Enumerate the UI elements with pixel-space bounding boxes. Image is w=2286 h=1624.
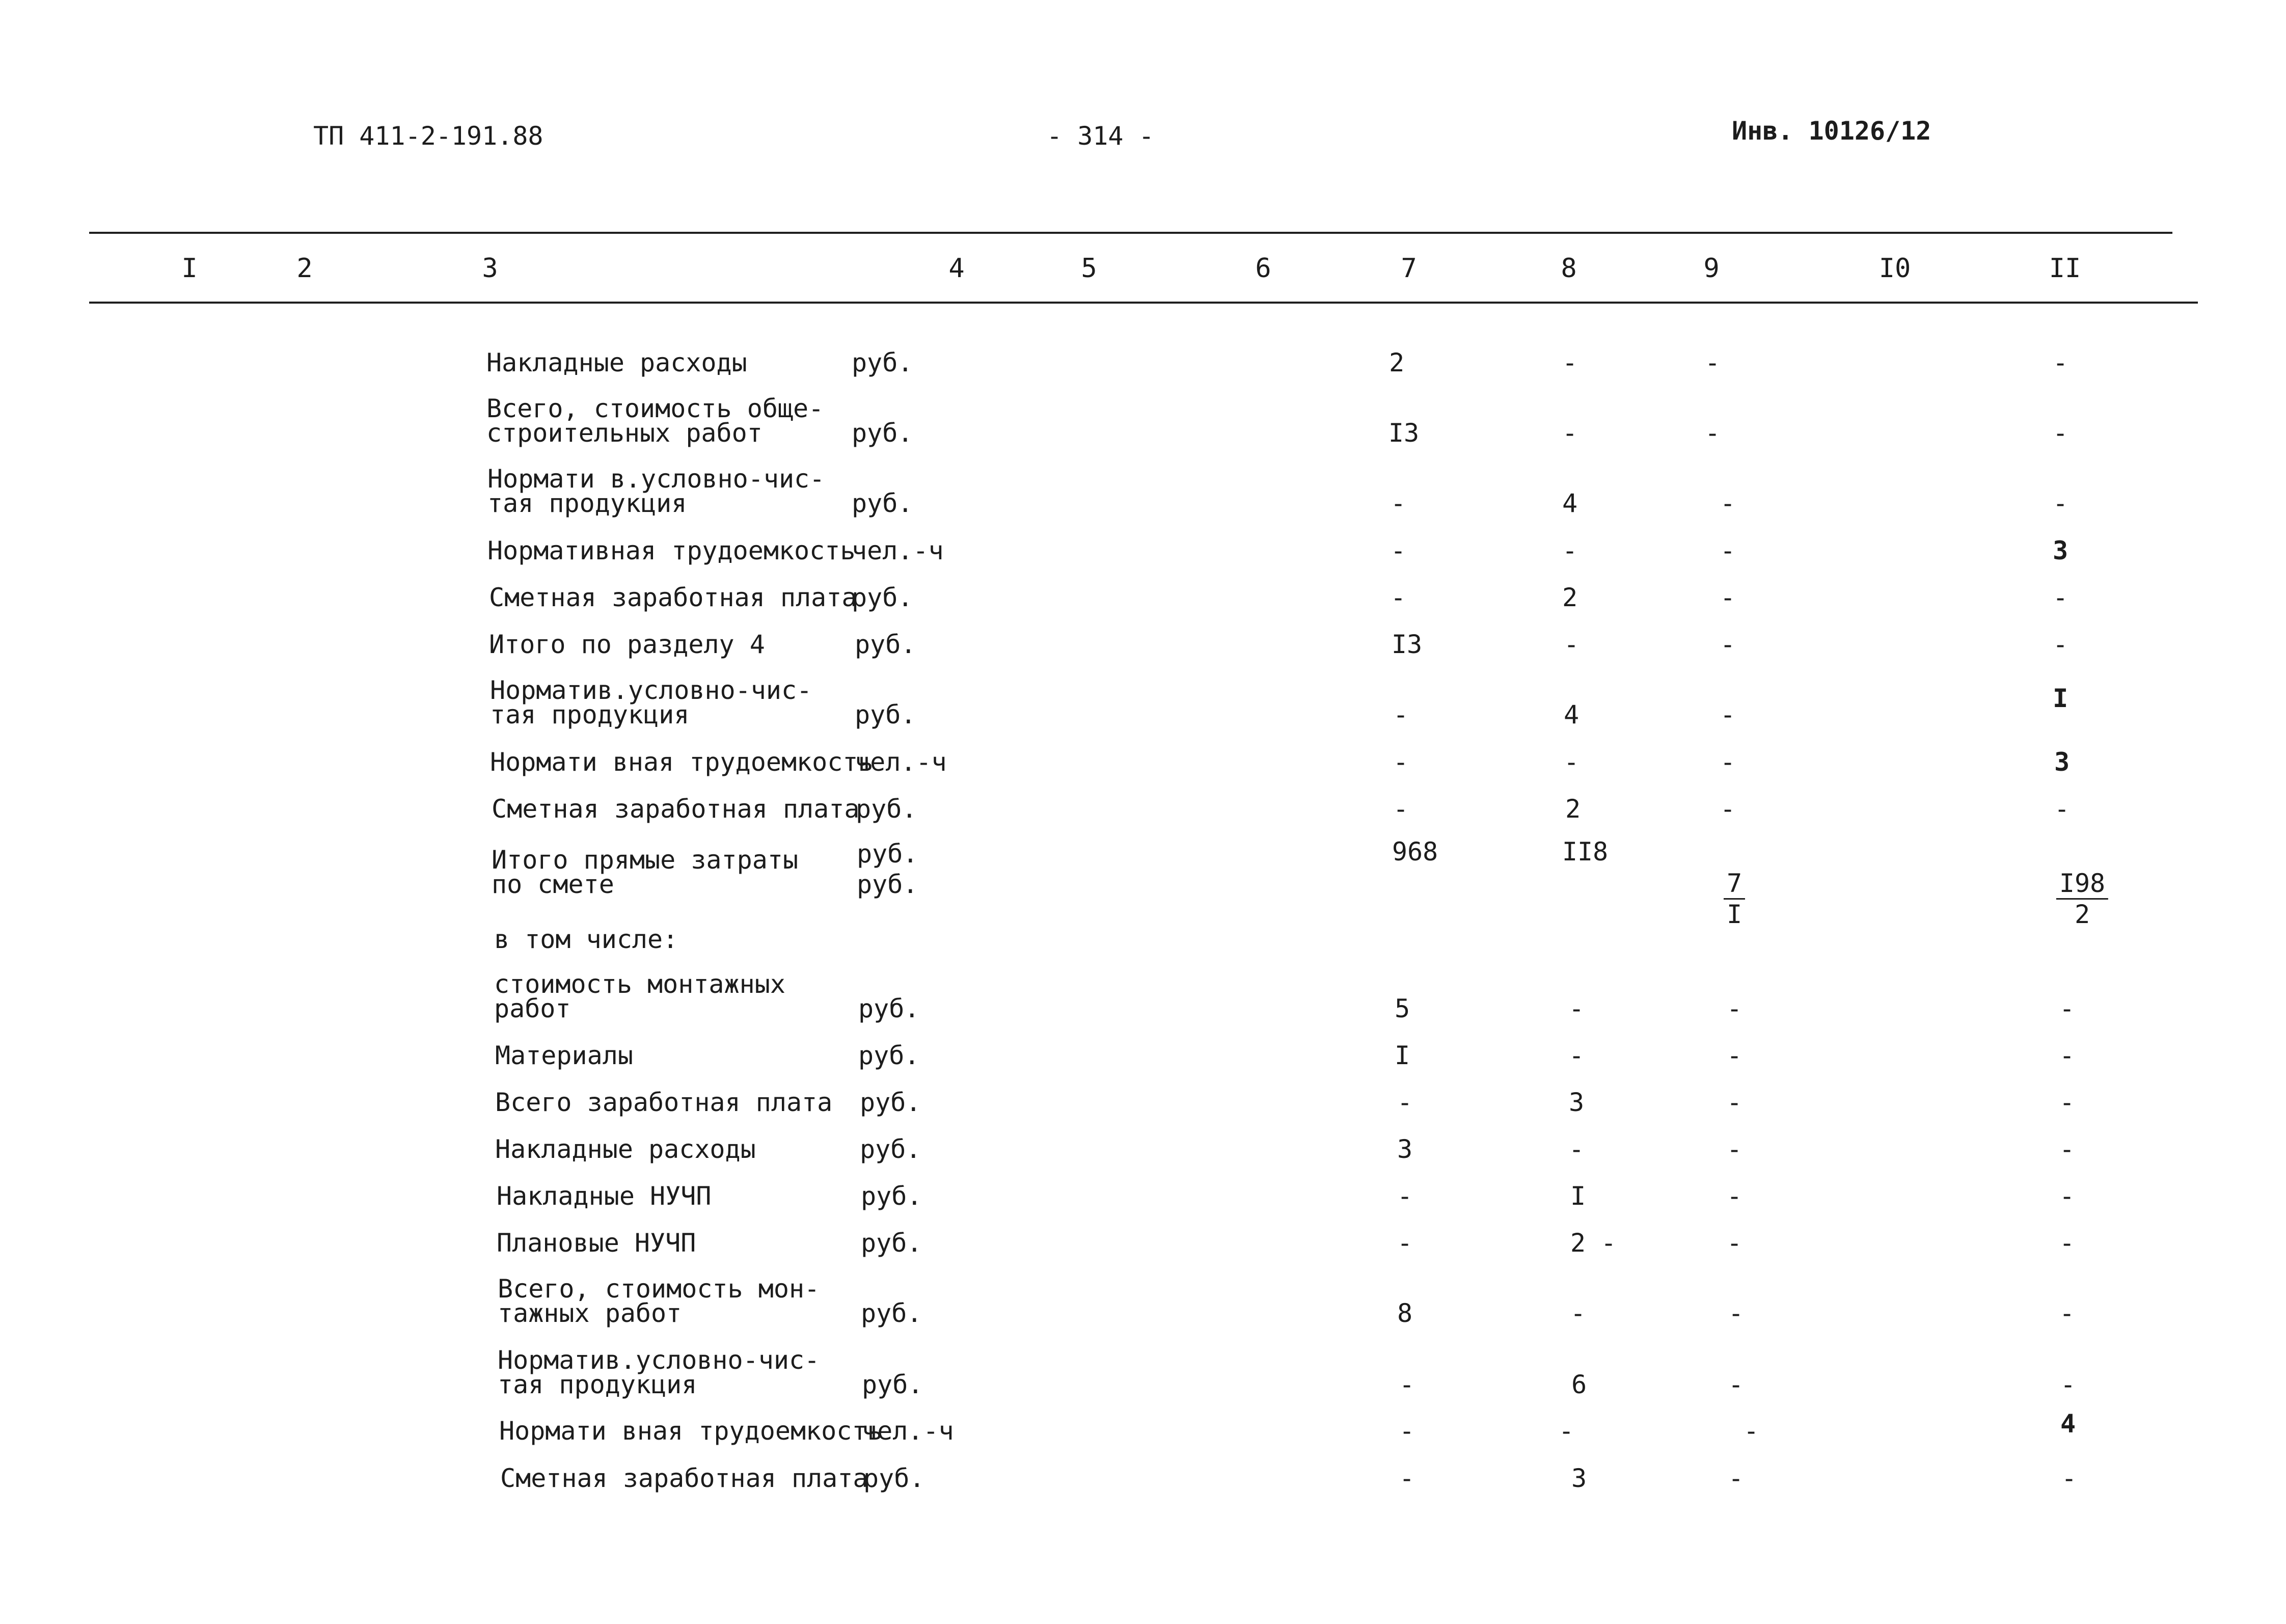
row-label: Норматив.условно-чис- тая продукция xyxy=(498,1345,820,1399)
row-unit: чел.-ч xyxy=(855,747,947,777)
fraction-numerator: 7 xyxy=(1724,869,1745,900)
row-value-col7: I xyxy=(1394,1041,1410,1070)
row-unit: руб. xyxy=(852,348,913,377)
col-6-number: 6 xyxy=(1255,253,1271,284)
row-value-col7: - xyxy=(1397,1181,1413,1211)
row-value-col8: - xyxy=(1562,418,1578,448)
row-value-col9: - xyxy=(1726,994,1743,1023)
col-9-number: 9 xyxy=(1703,253,1720,284)
row-value-col7: I3 xyxy=(1388,418,1420,448)
inventory-number: Инв. 10126/12 xyxy=(1732,116,1931,146)
row-value-col11: - xyxy=(2059,1298,2075,1328)
col-4-number: 4 xyxy=(948,253,965,284)
table-top-rule xyxy=(89,232,2172,234)
row-value-col8: - xyxy=(1558,1416,1574,1446)
row-value-col11: - xyxy=(2061,1464,2077,1493)
row-value-col7: - xyxy=(1390,536,1406,565)
row-value-col11: - xyxy=(2059,994,2075,1023)
row-value-col11: - xyxy=(2059,1228,2075,1258)
row-value-col11: - xyxy=(2060,1370,2076,1399)
row-label: Всего, стоимость обще- строительных работ xyxy=(486,394,824,448)
row-value-col7: - xyxy=(1399,1416,1415,1446)
row-value-col11: - xyxy=(2059,1134,2075,1164)
row-value-col7: - xyxy=(1393,794,1409,824)
row-value-col11: - xyxy=(2052,348,2069,377)
row-value-col9: - xyxy=(1704,348,1721,377)
row-label: стоимость монтажных работ xyxy=(494,969,785,1023)
row-label: Всего заработная плата xyxy=(495,1088,833,1117)
row-unit: руб. xyxy=(855,700,916,729)
row-value-col8: 6 xyxy=(1571,1370,1587,1399)
row-label: Итого по разделу 4 xyxy=(489,630,765,659)
row-label: Нормативная трудоемкость xyxy=(487,536,856,565)
row-value-col8: 3 xyxy=(1568,1088,1585,1117)
col-7-number: 7 xyxy=(1401,253,1417,284)
row-unit: руб. xyxy=(852,418,913,448)
row-value-col7: - xyxy=(1399,1370,1415,1399)
row-label: Нормати вная трудоемкость xyxy=(499,1416,883,1446)
row-value-col11: 3 xyxy=(2054,747,2070,777)
row-unit: чел.-ч xyxy=(852,536,944,565)
row-value-col11: - xyxy=(2054,794,2070,824)
row-unit: руб. xyxy=(863,1464,925,1493)
row-label: Итого прямые затраты по смете xyxy=(492,845,799,899)
row-value-col8: - xyxy=(1562,348,1578,377)
row-value-col8: - xyxy=(1563,630,1580,659)
fraction-numerator: I98 xyxy=(2056,869,2108,900)
row-unit: чел.-ч xyxy=(862,1416,954,1446)
row-value-col7: - xyxy=(1390,489,1406,518)
row-value-col8: 4 xyxy=(1563,700,1580,729)
row-value-col11: - xyxy=(2052,489,2069,518)
row-unit: руб. xyxy=(855,630,916,659)
row-value-col11: I xyxy=(2052,684,2069,713)
row-value-col8: 4 xyxy=(1562,489,1578,518)
row-label: в том числе: xyxy=(494,925,678,954)
row-label: Норматив.условно-чис- тая продукция xyxy=(490,675,812,729)
row-label: Плановые НУЧП xyxy=(497,1228,696,1258)
row-value-col11: - xyxy=(2059,1041,2075,1070)
row-label: Накладные расходы xyxy=(495,1134,756,1164)
row-value-col9: - xyxy=(1704,418,1721,448)
row-value-col11: - xyxy=(2059,1088,2075,1117)
row-value-col9: - xyxy=(1720,747,1736,777)
row-label: Всего, стоимость мон- тажных работ xyxy=(498,1274,820,1328)
doc-code: ТП 411-2-191.88 xyxy=(313,121,543,151)
row-value-col11: 3 xyxy=(2052,536,2069,565)
row-value-col9: - xyxy=(1728,1370,1744,1399)
row-label: Сметная заработная плата xyxy=(500,1464,868,1493)
row-value-col9: - xyxy=(1720,630,1736,659)
row-value-col7: I3 xyxy=(1391,630,1423,659)
row-value-col7: - xyxy=(1393,700,1409,729)
row-value-col9: - xyxy=(1720,700,1736,729)
row-unit: руб. xyxy=(852,583,913,612)
row-unit-secondary: руб. xyxy=(857,870,918,899)
row-unit: руб. xyxy=(852,489,913,518)
row-value-col8: - xyxy=(1563,747,1580,777)
col-10-number: I0 xyxy=(1879,253,1911,284)
row-unit: руб. xyxy=(861,1181,922,1211)
row-label: Сметная заработная плата xyxy=(492,794,860,824)
col-8-number: 8 xyxy=(1561,253,1577,284)
row-value-col9: - xyxy=(1728,1464,1744,1493)
row-value-col8: 2 xyxy=(1562,583,1578,612)
row-value-col7: - xyxy=(1397,1228,1413,1258)
row-unit: руб. xyxy=(856,794,917,824)
fraction-denominator: 2 xyxy=(2074,900,2090,929)
row-unit: руб. xyxy=(861,1228,922,1258)
row-value-col8: II8 xyxy=(1562,837,1609,867)
row-value-col7: 968 xyxy=(1392,837,1438,867)
row-value-col11: - xyxy=(2059,1181,2075,1211)
row-value-col7: - xyxy=(1393,747,1409,777)
row-unit: руб. xyxy=(860,1088,921,1117)
row-unit: руб. xyxy=(858,994,920,1023)
row-value-col9: - xyxy=(1726,1134,1743,1164)
row-unit: руб. xyxy=(857,839,918,869)
row-unit: руб. xyxy=(858,1041,920,1070)
row-value-col9: - xyxy=(1720,489,1736,518)
row-label: Сметная заработная плата xyxy=(489,583,857,612)
row-value-col8: - xyxy=(1570,1298,1586,1328)
row-label: Материалы xyxy=(495,1041,633,1070)
row-value-col9: - xyxy=(1720,536,1736,565)
row-value-col7: 8 xyxy=(1397,1298,1413,1328)
col-11-number: II xyxy=(2049,253,2081,284)
row-fraction-col11 xyxy=(2056,869,2108,929)
row-value-col11: 4 xyxy=(2060,1409,2076,1439)
row-value-col8: - xyxy=(1562,536,1578,565)
col-2-number: 2 xyxy=(296,253,313,284)
row-unit: руб. xyxy=(862,1370,923,1399)
col-1-number: I xyxy=(181,253,198,284)
row-value-col8: - xyxy=(1568,994,1585,1023)
row-label: Накладные НУЧП xyxy=(497,1181,712,1211)
row-value-col7: - xyxy=(1397,1088,1413,1117)
row-unit: руб. xyxy=(861,1298,922,1328)
row-value-col8: - xyxy=(1568,1041,1585,1070)
row-value-col7: 3 xyxy=(1397,1134,1413,1164)
row-value-col11: - xyxy=(2052,583,2069,612)
col-5-number: 5 xyxy=(1081,253,1097,284)
row-label: Нормати вная трудоемкость xyxy=(490,747,874,777)
row-value-col7: 2 xyxy=(1389,348,1405,377)
row-label: Нормати в.условно-чис- тая продукция xyxy=(487,464,825,518)
table-header-rule xyxy=(89,302,2198,304)
row-fraction-col9 xyxy=(1724,869,1745,929)
row-value-col9: - xyxy=(1720,794,1736,824)
page-number: - 314 - xyxy=(1047,121,1154,151)
row-value-col8: - xyxy=(1568,1134,1585,1164)
row-label: Накладные расходы xyxy=(486,348,747,377)
row-value-col9: - xyxy=(1726,1181,1743,1211)
row-value-col9: - xyxy=(1728,1298,1744,1328)
row-value-col9: - xyxy=(1726,1228,1743,1258)
row-value-col9: - xyxy=(1726,1088,1743,1117)
row-value-col8: 3 xyxy=(1571,1464,1587,1493)
row-value-col9: - xyxy=(1743,1416,1759,1446)
row-value-col8: 2 - xyxy=(1570,1228,1617,1258)
row-value-col9: - xyxy=(1726,1041,1743,1070)
row-value-col8: 2 xyxy=(1565,794,1581,824)
row-value-col8: I xyxy=(1570,1181,1586,1211)
row-value-col11: - xyxy=(2052,418,2069,448)
row-value-col9: - xyxy=(1720,583,1736,612)
row-unit: руб. xyxy=(860,1134,921,1164)
fraction-denominator: I xyxy=(1726,900,1743,929)
row-value-col11: - xyxy=(2052,630,2069,659)
row-value-col7: - xyxy=(1390,583,1406,612)
row-value-col7: 5 xyxy=(1394,994,1410,1023)
row-value-col7: - xyxy=(1399,1464,1415,1493)
col-3-number: 3 xyxy=(482,253,498,284)
